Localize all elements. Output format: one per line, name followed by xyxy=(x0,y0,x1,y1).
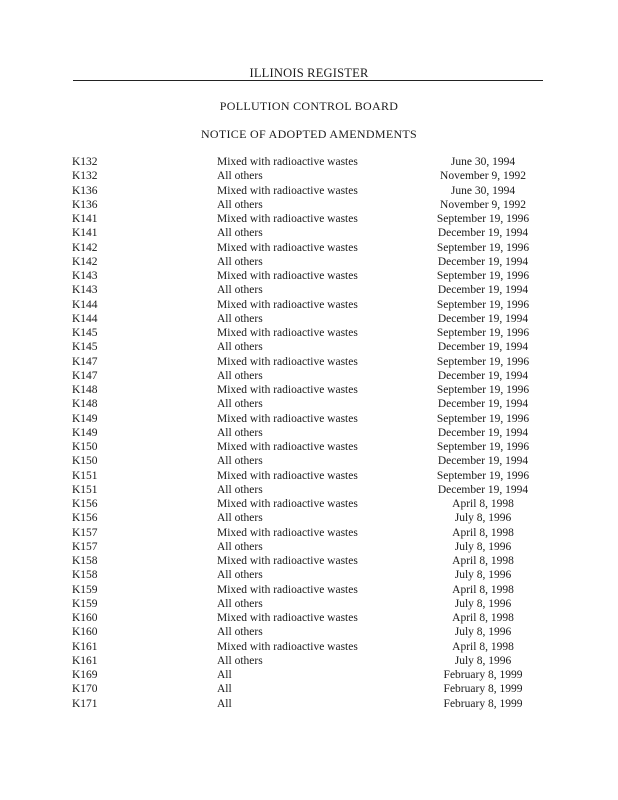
waste-code: K149 xyxy=(72,426,98,439)
table-row xyxy=(0,526,618,540)
effective-date: November 9, 1992 xyxy=(440,198,526,211)
effective-date: September 19, 1996 xyxy=(436,270,530,282)
waste-description: All others xyxy=(217,227,263,240)
table-row xyxy=(0,469,618,483)
waste-code: K132 xyxy=(72,156,98,168)
table-row xyxy=(0,340,618,354)
waste-code: K171 xyxy=(72,697,98,710)
waste-description: All others xyxy=(217,398,263,411)
waste-description: Mixed with radioactive wastes xyxy=(217,441,358,453)
table-row xyxy=(0,668,618,682)
waste-description: All others xyxy=(217,540,263,553)
table-row xyxy=(0,312,618,326)
waste-code: K145 xyxy=(72,341,98,354)
effective-date: February 8, 1999 xyxy=(443,697,523,710)
effective-date: April 8, 1998 xyxy=(452,640,514,653)
waste-description: Mixed with radioactive wastes xyxy=(217,412,358,425)
waste-description: Mixed with radioactive wastes xyxy=(217,583,358,596)
table-row xyxy=(0,184,618,198)
waste-description: All others xyxy=(217,255,263,268)
table-row xyxy=(0,412,618,426)
waste-code: K161 xyxy=(72,640,98,653)
table-row xyxy=(0,255,618,269)
waste-description: All others xyxy=(217,483,263,496)
effective-date: September 19, 1996 xyxy=(436,384,530,396)
waste-code: K159 xyxy=(72,597,98,610)
table-row xyxy=(0,682,618,696)
waste-description: All others xyxy=(217,312,263,325)
table-row xyxy=(0,155,618,169)
waste-code: K143 xyxy=(72,270,98,282)
waste-description: All others xyxy=(217,626,263,639)
waste-description: All xyxy=(217,669,232,681)
waste-code: K160 xyxy=(72,612,98,624)
waste-description: All xyxy=(217,697,232,710)
effective-date: February 8, 1999 xyxy=(443,669,523,681)
waste-description: All others xyxy=(217,597,263,610)
waste-code: K149 xyxy=(72,412,98,425)
waste-code: K160 xyxy=(72,626,98,639)
effective-date: September 19, 1996 xyxy=(436,441,530,453)
table-row xyxy=(0,226,618,240)
waste-description: Mixed with radioactive wastes xyxy=(217,526,358,539)
table-row xyxy=(0,369,618,383)
table-row xyxy=(0,583,618,597)
waste-code: K142 xyxy=(72,255,98,268)
effective-date: July 8, 1996 xyxy=(454,569,512,582)
waste-description: Mixed with radioactive wastes xyxy=(217,270,358,282)
table-row xyxy=(0,497,618,511)
effective-date: June 30, 1994 xyxy=(450,156,516,168)
waste-code: K161 xyxy=(72,654,98,667)
effective-date: September 19, 1996 xyxy=(436,469,530,482)
waste-code: K136 xyxy=(72,198,98,211)
register-title: ILLINOIS REGISTER xyxy=(249,66,369,80)
effective-date: April 8, 1998 xyxy=(452,526,514,539)
waste-code: K158 xyxy=(72,555,98,567)
waste-code: K142 xyxy=(72,241,98,254)
waste-code: K143 xyxy=(72,284,98,297)
waste-code: K156 xyxy=(72,498,98,510)
waste-code-table xyxy=(0,155,618,711)
effective-date: December 19, 1994 xyxy=(437,426,529,439)
waste-code: K141 xyxy=(72,213,98,225)
table-row xyxy=(0,483,618,497)
table-row xyxy=(0,269,618,283)
waste-code: K136 xyxy=(72,184,98,197)
effective-date: July 8, 1996 xyxy=(454,654,512,667)
waste-code: K170 xyxy=(72,683,98,696)
waste-code: K148 xyxy=(72,398,98,411)
waste-description: Mixed with radioactive wastes xyxy=(217,612,358,624)
waste-description: All others xyxy=(217,284,263,297)
waste-code: K144 xyxy=(72,312,98,325)
waste-description: Mixed with radioactive wastes xyxy=(217,469,358,482)
waste-description: Mixed with radioactive wastes xyxy=(217,213,358,225)
effective-date: April 8, 1998 xyxy=(452,583,514,596)
effective-date: April 8, 1998 xyxy=(452,555,514,567)
waste-description: All others xyxy=(217,369,263,382)
waste-description: Mixed with radioactive wastes xyxy=(217,555,358,567)
effective-date: December 19, 1994 xyxy=(437,284,529,297)
effective-date: December 19, 1994 xyxy=(437,398,529,411)
table-row xyxy=(0,611,618,625)
waste-description: Mixed with radioactive wastes xyxy=(217,384,358,396)
waste-code: K151 xyxy=(72,469,98,482)
table-row xyxy=(0,383,618,397)
table-row xyxy=(0,212,618,226)
effective-date: September 19, 1996 xyxy=(436,241,530,254)
waste-description: Mixed with radioactive wastes xyxy=(217,184,358,197)
waste-description: Mixed with radioactive wastes xyxy=(217,298,358,311)
waste-description: Mixed with radioactive wastes xyxy=(217,241,358,254)
effective-date: December 19, 1994 xyxy=(437,369,529,382)
effective-date: July 8, 1996 xyxy=(454,512,512,525)
waste-description: Mixed with radioactive wastes xyxy=(217,640,358,653)
waste-description: All xyxy=(217,683,232,696)
waste-description: All others xyxy=(217,512,263,525)
waste-code: K159 xyxy=(72,583,98,596)
table-row xyxy=(0,625,618,639)
table-row xyxy=(0,554,618,568)
effective-date: July 8, 1996 xyxy=(454,540,512,553)
table-row xyxy=(0,283,618,297)
waste-code: K141 xyxy=(72,227,98,240)
waste-code: K151 xyxy=(72,483,98,496)
effective-date: November 9, 1992 xyxy=(440,170,526,183)
effective-date: July 8, 1996 xyxy=(454,626,512,639)
table-row xyxy=(0,597,618,611)
effective-date: December 19, 1994 xyxy=(437,255,529,268)
table-row xyxy=(0,654,618,668)
table-row xyxy=(0,568,618,582)
waste-code: K150 xyxy=(72,455,98,468)
table-row xyxy=(0,440,618,454)
effective-date: April 8, 1998 xyxy=(452,612,514,624)
waste-code: K169 xyxy=(72,669,98,681)
waste-description: All others xyxy=(217,341,263,354)
table-row xyxy=(0,241,618,255)
effective-date: September 19, 1996 xyxy=(436,355,530,368)
effective-date: July 8, 1996 xyxy=(454,597,512,610)
notice-title: NOTICE OF ADOPTED AMENDMENTS xyxy=(200,127,418,141)
waste-description: All others xyxy=(217,569,263,582)
waste-code: K157 xyxy=(72,526,98,539)
waste-description: All others xyxy=(217,654,263,667)
waste-code: K150 xyxy=(72,441,98,453)
waste-code: K132 xyxy=(72,170,98,183)
table-row xyxy=(0,198,618,212)
table-row xyxy=(0,169,618,183)
table-row xyxy=(0,397,618,411)
table-row xyxy=(0,326,618,340)
table-row xyxy=(0,697,618,711)
effective-date: December 19, 1994 xyxy=(437,483,529,496)
waste-code: K145 xyxy=(72,327,98,339)
waste-code: K156 xyxy=(72,512,98,525)
waste-description: All others xyxy=(217,198,263,211)
table-row xyxy=(0,540,618,554)
effective-date: September 19, 1996 xyxy=(436,213,530,225)
effective-date: April 8, 1998 xyxy=(452,498,514,510)
waste-description: Mixed with radioactive wastes xyxy=(217,498,358,510)
effective-date: December 19, 1994 xyxy=(437,227,529,240)
table-row xyxy=(0,426,618,440)
header-rule xyxy=(73,80,543,81)
waste-code: K157 xyxy=(72,540,98,553)
table-row xyxy=(0,355,618,369)
waste-code: K147 xyxy=(72,355,98,368)
waste-code: K158 xyxy=(72,569,98,582)
waste-description: All others xyxy=(217,170,263,183)
table-row xyxy=(0,511,618,525)
effective-date: February 8, 1999 xyxy=(443,683,523,696)
table-row xyxy=(0,454,618,468)
waste-description: Mixed with radioactive wastes xyxy=(217,156,358,168)
board-name: POLLUTION CONTROL BOARD xyxy=(219,99,399,113)
waste-code: K144 xyxy=(72,298,98,311)
effective-date: December 19, 1994 xyxy=(437,455,529,468)
waste-code: K148 xyxy=(72,384,98,396)
waste-description: Mixed with radioactive wastes xyxy=(217,355,358,368)
table-row xyxy=(0,298,618,312)
table-row xyxy=(0,640,618,654)
effective-date: September 19, 1996 xyxy=(436,298,530,311)
effective-date: September 19, 1996 xyxy=(436,327,530,339)
effective-date: September 19, 1996 xyxy=(436,412,530,425)
effective-date: December 19, 1994 xyxy=(437,341,529,354)
effective-date: June 30, 1994 xyxy=(450,184,516,197)
waste-code: K147 xyxy=(72,369,98,382)
waste-description: All others xyxy=(217,426,263,439)
waste-description: All others xyxy=(217,455,263,468)
waste-description: Mixed with radioactive wastes xyxy=(217,327,358,339)
effective-date: December 19, 1994 xyxy=(437,312,529,325)
